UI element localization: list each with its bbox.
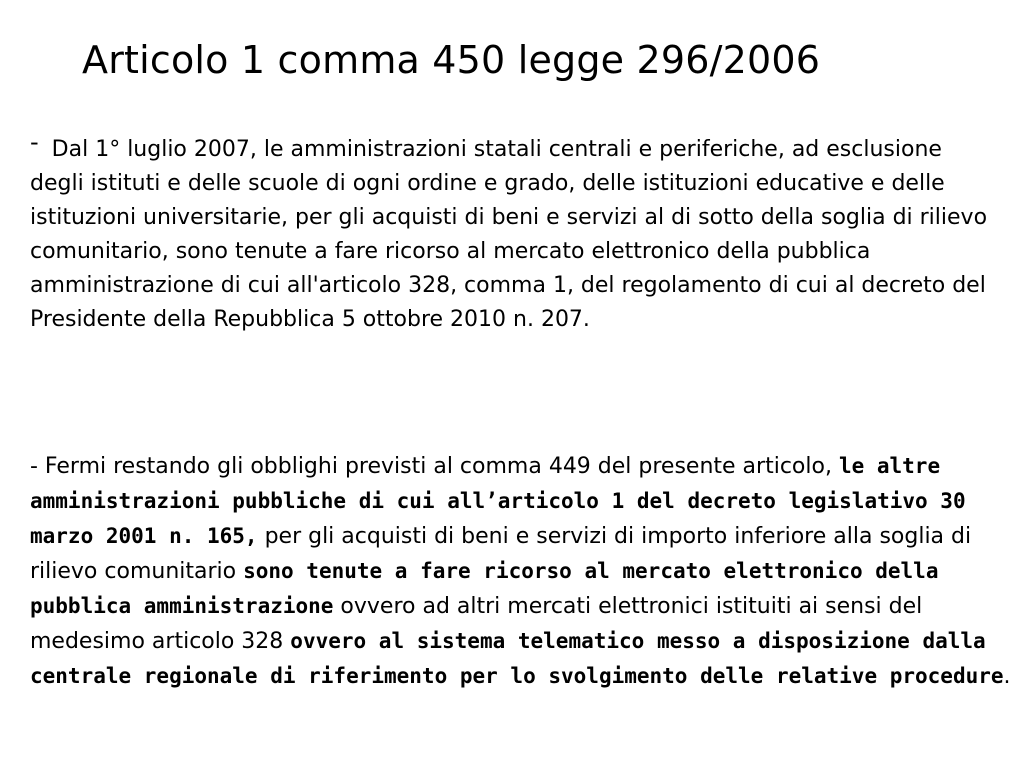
paragraph-2-bold-regional: ovvero al sistema telematico messo a disposizione dalla centrale regionale di riferimento per lo svolgimento delle relative procedure [30, 629, 1004, 688]
paragraph-2 [30, 449, 1014, 694]
paragraph-1 [30, 128, 998, 337]
paragraph-2-alternative: ovvero ad altri mercati elettronici istituiti ai sensi del medesimo articolo 328 [30, 594, 923, 654]
paragraph-2-end: . [1003, 664, 1011, 689]
bullet-dash: - [30, 128, 39, 156]
paragraph-2-intro: - Fermi restando gli obblighi previsti al comma 449 del presente articolo, [30, 454, 839, 479]
paragraph-2-bold-obligation: sono tenute a fare ricorso al mercato elettronico della pubblica amministrazione [30, 559, 939, 618]
paragraph-2-scope: per gli acquisti di beni e servizi di importo inferiore alla soglia di rilievo comunitario [30, 524, 972, 584]
paragraph-1-text: Dal 1° luglio 2007, le amministrazioni statali centrali e periferiche, ad esclusione degli istituti e delle scuole di ogni ordine e grado, delle istituzioni educative e delle istituzioni universitarie, per gli acquisti di beni e servizi al di sotto della soglia di rilievo comunitario, sono tenute a fare ricorso al mercato elettronico della pubblica amministrazione di cui all'articolo 328, comma 1, del regolamento di cui al decreto del Presidente della Repubblica 5 ottobre 2010 n. 207. [30, 137, 988, 332]
paragraph-2-bold-subject: le altre amministrazioni pubbliche di cui all’articolo 1 del decreto legislativo 30 marzo 2001 n. 165, [30, 454, 966, 548]
slide-title: Articolo 1 comma 450 legge 296/2006 [82, 38, 821, 82]
